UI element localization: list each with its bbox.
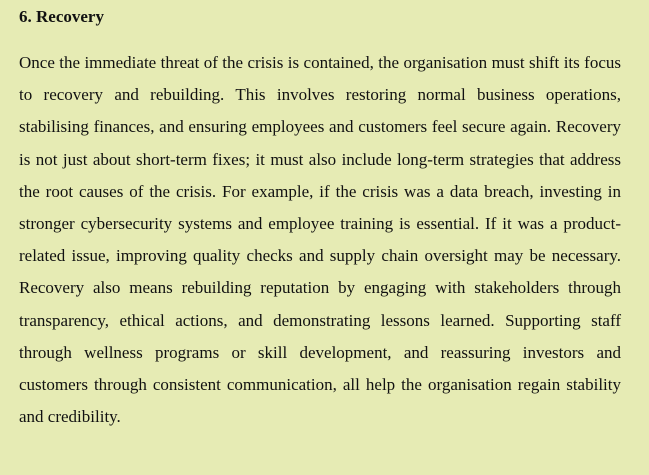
section-heading: 6. Recovery — [19, 7, 104, 26]
section-paragraph: Once the immediate threat of the crisis is contained, the organisation must shift its focus to recovery and rebuilding. This involves restoring normal business operations, stabilising finances, and ensuring employees and customers feel secure again. Recovery is not just about short-term fixes; it must also include long-term strategies that address the root causes of the crisis. For example, if the crisis was a data breach, investing in stronger cybersecurity systems and employee training is essential. If it was a product-related issue, improving quality checks and supply chain oversight may be necessary. Recovery also means rebuilding reputation by engaging with stakeholders through transparency, ethical actions, and demonstrating lessons learned. Supporting staff through wellness programs or skill development, and reassuring investors and customers through consistent communication, all help the organisation regain stability and credibility. — [19, 53, 621, 427]
